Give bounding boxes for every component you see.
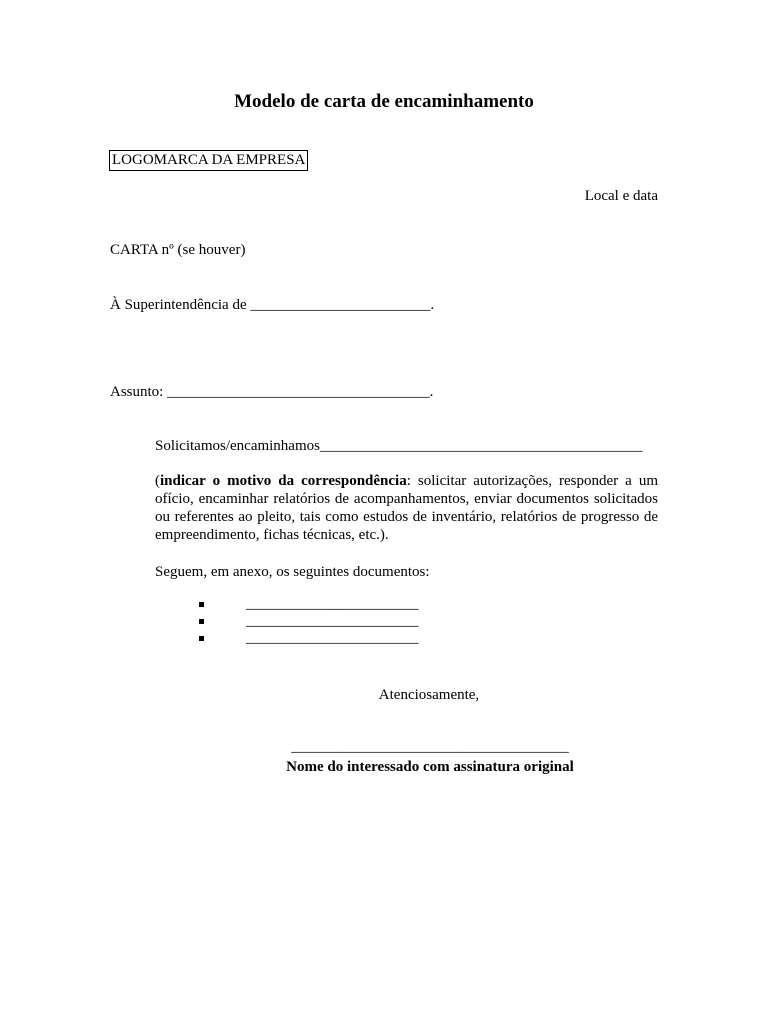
signature-line: _____________________________________: [291, 739, 569, 755]
attachment-blank: _______________________: [246, 613, 419, 629]
signature-name: Nome do interessado com assinatura original: [286, 759, 574, 775]
document-title: Modelo de carta de encaminhamento: [234, 91, 534, 112]
attachments-intro: Seguem, em anexo, os seguintes documentos:: [155, 564, 430, 580]
place-and-date: Local e data: [584, 188, 658, 204]
paragraph-bold-lead: indicar o motivo da correspondência: [160, 473, 407, 489]
paragraph-rest: : solicitar autorizações, responder a um ofício, encaminhar relatórios de acompanhamentos, enviar documentos solicitados ou referentes ao pleito, tais como estudos de inventário, relatórios de progresso de empreendimento, fichas técnicas, etc.).: [155, 473, 658, 543]
recipient-line: À Superintendência de ________________________.: [110, 297, 435, 313]
square-bullet-icon: [199, 619, 204, 624]
letter-number: CARTA nº (se houver): [110, 242, 246, 258]
closing-salutation: Atenciosamente,: [378, 687, 480, 703]
instruction-paragraph: [155, 472, 658, 544]
company-logo-placeholder: LOGOMARCA DA EMPRESA: [109, 150, 308, 171]
square-bullet-icon: [199, 636, 204, 641]
attachment-blank: _______________________: [246, 596, 419, 612]
subject-line: Assunto: ___________________________________.: [110, 384, 434, 400]
paragraph-open-paren: (: [155, 473, 160, 489]
request-line: Solicitamos/encaminhamos___________________________________________: [155, 438, 643, 454]
square-bullet-icon: [199, 602, 204, 607]
attachment-blank: _______________________: [246, 630, 419, 646]
